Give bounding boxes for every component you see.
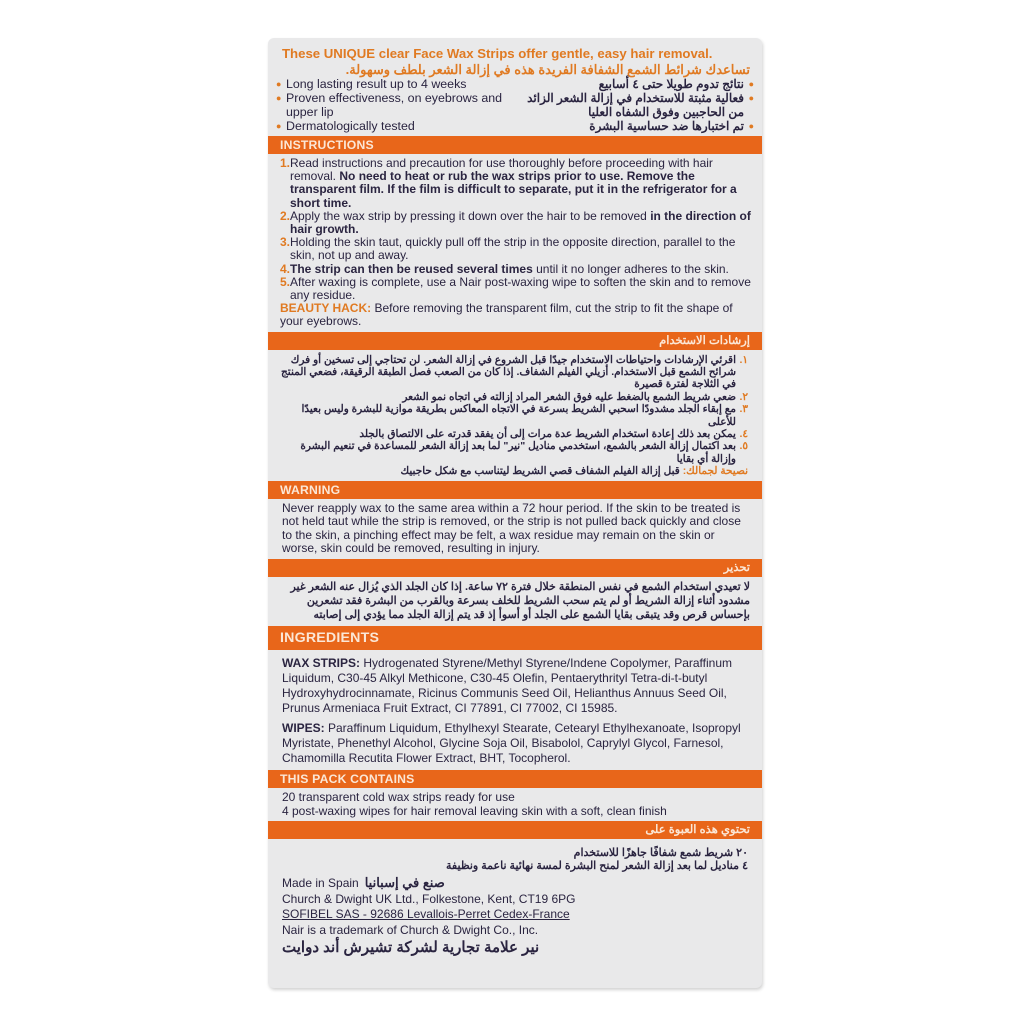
company-address: Church & Dwight UK Ltd., Folkestone, Kent, CT19 6PG: [282, 891, 576, 906]
bullet-item: ● Proven effectiveness, on eyebrows and upper lip: [276, 91, 503, 119]
pack-item-ar: ٢٠ شريط شمع شفافًا جاهزًا للاستخدام: [573, 847, 748, 860]
beauty-hack-ar: نصيحة لجمالك: قبل إزالة الفيلم الشفاف قصي الشريط ليتناسب مع شكل حاجبيك: [400, 465, 748, 478]
intro-headline-en: These UNIQUE clear Face Wax Strips offer gentle, easy hair removal.: [282, 46, 713, 61]
instruction-step: 3. Holding the skin taut, quickly pull off the strip in the opposite direction, parallel to the skin, not up and away.: [280, 235, 736, 263]
instruction-step: 2. Apply the wax strip by pressing it down over the hair to be removed in the direction of hair growth.: [280, 208, 751, 237]
intro-headline-ar: تساعدك شرائط الشمع الشفافة الفريدة هذه في إزالة الشعر بلطف وسهولة.: [345, 62, 750, 77]
bullet-item-ar: ● فعالية مثبتة للاستخدام في إزالة الشعر الزائد من الحاجبين وفوق الشفاه العليا: [527, 91, 754, 119]
intro-bullets-ar: [514, 77, 754, 133]
instructions-header: INSTRUCTIONS: [268, 136, 762, 154]
instruction-step: 5. After waxing is complete, use a Nair post-waxing wipe to soften the skin and to remove any residue.: [280, 274, 751, 303]
ingredients-list: [268, 650, 762, 766]
bullet-dot-icon: ●: [276, 121, 282, 131]
bullet-item-ar: ● تم اختبارها ضد حساسية البشرة: [589, 119, 754, 133]
made-in-ar: صنع في إسبانيا: [364, 875, 445, 891]
intro-bullets-en: [276, 77, 506, 133]
sofibel-address: SOFIBEL SAS - 92686 Levallois-Perret Cedex-France: [282, 907, 570, 922]
instruction-step-ar: ٣. مع إبقاء الجلد مشدودًا اسحبي الشريط بسرعة في الاتجاه المعاكس بطريقة موازية للبشرة وليس بعيدًا للأعلى: [301, 403, 748, 428]
pack-item: 20 transparent cold wax strips ready for use: [282, 790, 515, 805]
instruction-step-ar: ٢. ضعي شريط الشمع بالضغط عليه فوق الشعر المراد إزالته في اتجاه نمو الشعر: [402, 390, 748, 403]
warning-header: WARNING: [268, 481, 762, 499]
bullet-dot-icon: ●: [748, 121, 754, 131]
bullet-item-ar: ● نتائج تدوم طويلا حتى ٤ أسابيع: [598, 77, 754, 91]
pack-ar-contents: [268, 839, 762, 873]
warning-ar-header: تحذير: [268, 559, 762, 577]
instructions-ar-steps: [268, 350, 762, 478]
bullet-dot-icon: ●: [748, 93, 754, 103]
beauty-hack: BEAUTY HACK: Before removing the transparent film, cut the strip to fit the shape of your eyebrows.: [280, 301, 733, 329]
bullet-dot-icon: ●: [276, 93, 282, 103]
wax-strips-ingredients: WAX STRIPS: Hydrogenated Styrene/Methyl Styrene/Indene Copolymer, Paraffinum Liquidum, C30-45 Alkyl Methicone, C30-45 Olefin, Pentaerythrityl Tetra-di-t-butyl Hydroxyhydrocinnamate, Ricinus Communis Seed Oil, Helianthus Annuus Seed Oil, Prunus Armeniaca Fruit Extract, CI 77891, CI 77002, CI 15985.: [282, 655, 732, 716]
footer: [268, 873, 762, 956]
instruction-step: 1. Read instructions and precaution for use thoroughly before proceeding with hair removal. No need to heat or rub the wax strips prior to use. Remove the transparent film. If the film is difficult to separate, put it in the refrigerator for a short time.: [280, 156, 737, 210]
trademark-notice: Nair is a trademark of Church & Dwight Co., Inc.: [282, 923, 539, 938]
bullet-item: ● Long lasting result up to 4 weeks: [276, 77, 467, 91]
pack-contents: [268, 788, 762, 818]
instructions-steps: [268, 154, 762, 329]
warning-text: Never reapply wax to the same area within a 72 hour period. If the skin to be treated is not held taut while the strip is removed, or the strip is not pulled back quickly and close to the skin, a pinching effect may be felt, a wax residue may remain on the skin or worse, skin could be removed, resulting in injury.: [282, 500, 741, 556]
instructions-ar-header: إرشادات الاستخدام: [268, 332, 762, 350]
product-back-label: [268, 38, 762, 988]
pack-header: THIS PACK CONTAINS: [268, 770, 762, 788]
bullet-dot-icon: ●: [276, 79, 282, 89]
bullet-dot-icon: ●: [748, 79, 754, 89]
bullet-item: ● Dermatologically tested: [276, 119, 415, 133]
pack-item-ar: ٤ مناديل لما بعد إزالة الشعر لمنح البشرة لمسة نهائية ناعمة ونظيفة: [446, 860, 748, 873]
ingredients-header: INGREDIENTS: [268, 626, 762, 650]
made-in-row: [282, 875, 750, 892]
intro-bullets: [268, 77, 762, 133]
instruction-step-ar: ١. اقرئي الإرشادات واحتياطات الاستخدام جيدًا قبل الشروع في إزالة الشعر. لن تحتاجي إلى تسخين أو فرك شرائح الشمع قبل الاستخدام. أزيلي الفيلم الشفاف. إذا كان من الصعب فصل الطبقة الرقيقة، فضعي المنتج في الثلاجة لفترة قصيرة: [281, 353, 748, 391]
pack-ar-header: تحتوي هذه العبوة على: [268, 821, 762, 839]
trademark-notice-ar: نير علامة تجارية لشركة تشيرش أند دوايت: [282, 938, 540, 956]
instruction-step-ar: ٤. يمكن بعد ذلك إعادة استخدام الشريط عدة مرات إلى أن يفقد قدرته على الالتصاق بالجلد: [359, 428, 748, 441]
instruction-step: 4. The strip can then be reused several times until it no longer adheres to the skin.: [280, 261, 729, 276]
warning-ar-text: لا تعيدي استخدام الشمع في نفس المنطقة خلال فترة ٧٢ ساعة. إذا كان الجلد الذي يُزال عنه الشعر غير مشدود أثناء إزالة الشريط أو لم يتم سحب الشريط للخلف بسرعة وبالقرب من البشرة فقد تشعرين بإحساس قرص وقد يتبقى بقايا الشمع على الجلد أو أسوأ إذ قد يتم إزالة الجلد مما يؤدي إلى إصابته: [290, 581, 750, 622]
wipes-ingredients: WIPES: Paraffinum Liquidum, Ethylhexyl Stearate, Cetearyl Ethylhexanoate, Isopropyl Myristate, Phenethyl Alcohol, Glycine Soja Oil, Bisabolol, Caprylyl Glycol, Farnesol, Chamomilla Recutita Flower Extract, BHT, Tocopherol.: [282, 720, 741, 765]
pack-item: 4 post-waxing wipes for hair removal leaving skin with a soft, clean finish: [282, 803, 667, 818]
instruction-step-ar: ٥. بعد اكتمال إزالة الشعر بالشمع، استخدمي مناديل "نير" لما بعد إزالة الشعر للمساعدة في تنعيم البشرة وإزالة أي بقايا: [300, 440, 748, 465]
made-in: Made in Spain: [282, 876, 359, 891]
